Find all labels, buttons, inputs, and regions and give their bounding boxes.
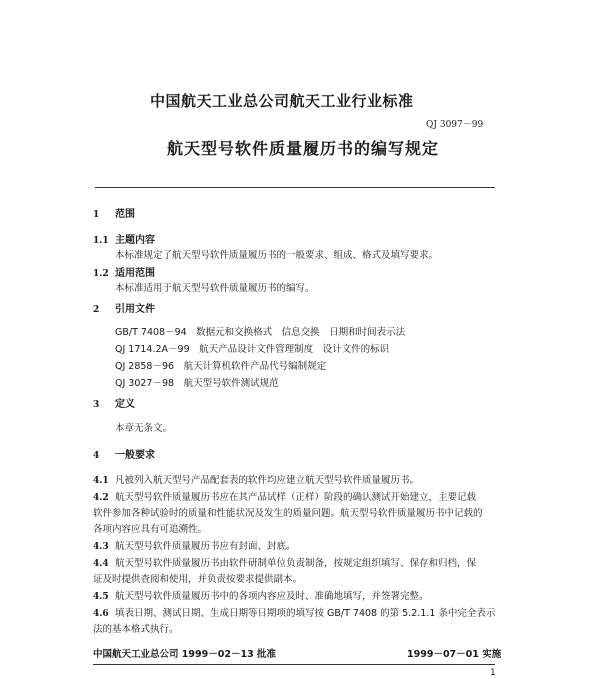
section-number: 1 <box>93 210 100 220</box>
clause-line: 法的基本格式执行。 <box>93 624 179 635</box>
reference-item: QJ 1714.2A－99 航天产品设计文件管理制度 设计文件的标识 <box>115 344 390 355</box>
section-1-1-heading <box>93 231 155 246</box>
section-1-2-heading <box>93 264 155 279</box>
section-1-1-text: 本标准规定了航天型号软件质量履历书的一般要求、组成、格式及填写要求。 <box>115 250 439 261</box>
clause-4-4 <box>93 555 476 569</box>
effective-date: 1999－07－01 实施 <box>407 649 502 660</box>
clause-line: 各项内容应具有可追溯性。 <box>93 524 208 535</box>
clause-line: 航天型号软件质量履历书应在其产品试样（正样）阶段的确认测试开始建立，主要记载 <box>115 492 477 503</box>
section-1-2-text: 本标准适用于航天型号软件质量履历书的编写。 <box>115 283 315 294</box>
section-title: 引用文件 <box>115 304 155 315</box>
clause-number: 4.5 <box>93 592 109 602</box>
clause-4-1 <box>93 472 419 486</box>
approval-date: 中国航天工业总公司 1999－02－13 批准 <box>93 649 276 660</box>
section-2-heading <box>93 300 155 315</box>
clause-number: 4.4 <box>93 559 109 569</box>
clause-number: 4.1 <box>93 476 109 486</box>
section-title: 一般要求 <box>115 450 155 461</box>
section-title: 范围 <box>115 209 135 220</box>
clause-line: 航天型号软件质量履历书应有封面、封底。 <box>115 541 296 552</box>
clause-line: 证及时提供查阅和使用，并负责按要求提供副本。 <box>93 574 303 585</box>
clause-number: 4.3 <box>93 542 109 552</box>
reference-item: QJ 3027－98 航天型号软件测试规范 <box>115 378 279 389</box>
clause-number: 4.6 <box>93 609 109 619</box>
section-3-text: 本章无条文。 <box>115 423 173 434</box>
section-number: 2 <box>93 305 100 315</box>
section-title: 定义 <box>115 399 135 410</box>
clause-4-5 <box>93 588 429 602</box>
section-number: 4 <box>93 451 100 461</box>
clause-line: 凡被列入航天型号产品配套表的软件均应建立航天型号软件质量履历书。 <box>115 475 420 486</box>
footer-divider <box>93 664 495 665</box>
section-3-heading <box>93 395 135 410</box>
section-title: 适用范围 <box>115 268 155 279</box>
clause-4-3 <box>93 538 296 552</box>
clause-number: 4.2 <box>93 493 109 503</box>
reference-item: QJ 2858－96 航天计算机软件产品代号编制规定 <box>115 361 327 372</box>
clause-line: 填表日期、测试日期、生成日期等日期项的填写按 GB/T 7408 的第 5.2.1.1 条中完全表示 <box>115 608 496 619</box>
section-number: 1.1 <box>93 236 109 246</box>
clause-line: 航天型号软件质量履历书中的各项内容应及时、准确地填写，并签署完整。 <box>115 591 429 602</box>
section-title: 主题内容 <box>115 235 155 246</box>
reference-item: GB/T 7408－94 数据元和交换格式 信息交换 日期和时间表示法 <box>115 327 406 338</box>
section-4-heading <box>93 446 155 461</box>
header-divider <box>95 187 495 188</box>
section-number: 1.2 <box>93 269 109 279</box>
issuing-organization: 中国航天工业总公司航天工业行业标准 <box>150 92 414 110</box>
section-number: 3 <box>93 400 100 410</box>
standard-code: QJ 3097－99 <box>426 120 484 130</box>
section-1-heading <box>93 205 135 220</box>
clause-4-2 <box>93 489 476 503</box>
page-number: 1 <box>490 668 496 678</box>
clause-line: 航天型号软件质量履历书由软件研制单位负责制备，按规定组织填写、保存和归档，保 <box>115 558 477 569</box>
clause-4-6 <box>93 605 495 619</box>
clause-line: 软件参加各种试验时的质量和性能状况及发生的质量问题。航天型号软件质量履历书中记载的 <box>93 508 483 519</box>
document-title: 航天型号软件质量履历书的编写规定 <box>167 139 440 158</box>
